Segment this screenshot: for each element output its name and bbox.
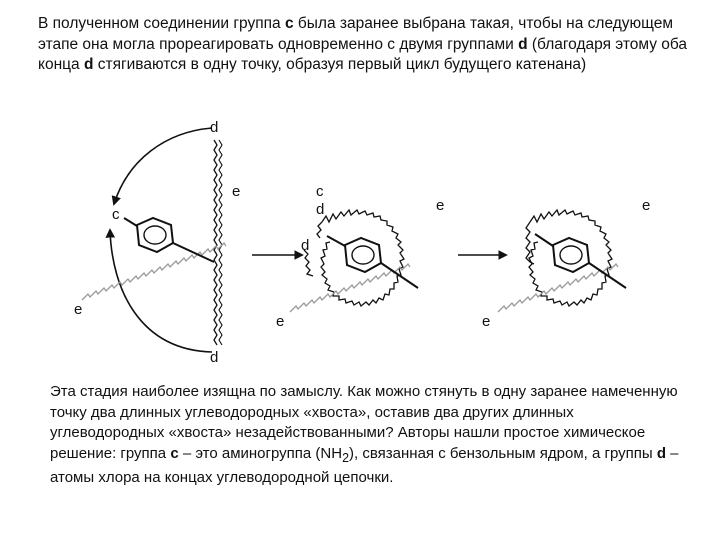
macrocycle-chain — [321, 210, 404, 306]
label-c: c — [112, 206, 120, 223]
bond-to-c-2 — [327, 236, 345, 246]
intro-group-d: d — [518, 35, 528, 53]
intro-group-c: c — [284, 15, 294, 32]
conclusion-part-4: – атомы хлора на концах углеводородной цепочки. — [50, 444, 679, 486]
benzene-inner-circle-2 — [352, 246, 374, 264]
intro-part-4: стягиваются в одну точку, образуя первый цикл будущего катенана) — [93, 56, 587, 73]
bond-to-c-3 — [535, 234, 553, 246]
conclusion-part-1: Эта стадия наиболее изящна по замыслу. Как можно стянуть в одну заранее намеченную точку два длинных углеводородных «хвоста», оставив два других длинных углеводородных «хвоста» незадействованными? Авторы нашли простое химическое решение: группа — [50, 383, 678, 462]
label-e-3-left: e — [482, 313, 491, 330]
conclusion-part-2: – это аминогруппа (NH — [178, 444, 343, 462]
label-e-left: e — [74, 301, 83, 318]
conclusion-paragraph — [50, 382, 690, 489]
curved-arrow-top — [114, 128, 212, 204]
vertical-chain — [214, 140, 217, 345]
conclusion-text — [50, 382, 690, 489]
conclusion-group-d: d — [656, 444, 666, 462]
conclusion-group-c: c — [170, 444, 179, 462]
curved-arrow-bottom — [110, 230, 212, 352]
bond-to-c — [124, 218, 137, 226]
intro-group-d-2: d — [83, 56, 94, 73]
panel-starting-compound — [74, 119, 240, 366]
label-e-3-right: e — [642, 197, 651, 214]
vertical-chain-2 — [219, 140, 222, 345]
panel-ring-closing — [276, 183, 444, 330]
label-d-2a: d — [316, 201, 325, 218]
label-e-2-left: e — [276, 313, 285, 330]
intro-part-1: В полученном соединении группа — [38, 15, 285, 32]
intro-part-3: (благодаря этому оба конца — [38, 35, 688, 73]
benzene-ring-2 — [345, 238, 381, 272]
benzene-ring — [137, 218, 173, 252]
macrocycle-chain-closed — [529, 210, 612, 306]
bond-to-chain — [173, 243, 214, 262]
label-d-2b: d — [301, 237, 310, 254]
label-d-top: d — [210, 119, 219, 136]
label-e-2-right: e — [436, 197, 445, 214]
benzene-inner-circle — [144, 226, 166, 244]
chain-end-upper — [317, 222, 322, 238]
intro-part-2: была заранее выбрана такая, чтобы на следующем этапе она могла прореагировать одновременно с двумя группами — [38, 15, 674, 53]
label-c-2: c — [316, 183, 324, 200]
panel-closed-cycle — [482, 197, 650, 330]
conclusion-part-3: ), связанная с бензольным ядром, а группы — [349, 444, 657, 462]
benzene-inner-circle-3 — [560, 246, 582, 264]
label-d-bottom: d — [210, 349, 219, 366]
benzene-ring-3 — [553, 238, 589, 272]
conclusion-subscript: 2 — [342, 450, 350, 465]
label-e-right: e — [232, 183, 241, 200]
